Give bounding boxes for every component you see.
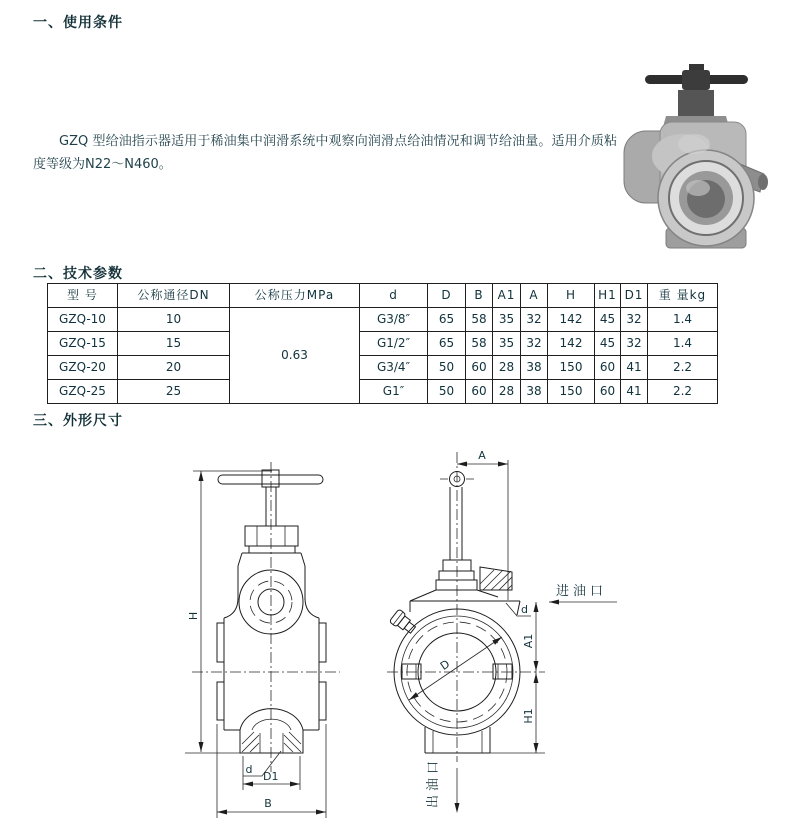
cell-H1: 60 <box>595 380 621 404</box>
cell-D1: 41 <box>621 380 648 404</box>
cell-model: GZQ-25 <box>48 380 118 404</box>
cell-D: 65 <box>428 332 466 356</box>
cell-A: 32 <box>521 332 548 356</box>
cell-pressure: 0.63 <box>230 308 360 404</box>
cell-d: G1″ <box>360 380 428 404</box>
cell-weight: 1.4 <box>648 332 718 356</box>
col-header-A1: A1 <box>493 284 521 308</box>
inlet-label: 进油口 <box>556 584 608 599</box>
cell-B: 60 <box>466 356 493 380</box>
front-view <box>185 462 340 818</box>
cell-A: 38 <box>521 380 548 404</box>
cell-D: 50 <box>428 380 466 404</box>
product-photo <box>616 36 796 252</box>
cell-B: 60 <box>466 380 493 404</box>
outlet-label: 出油口 <box>426 756 441 808</box>
cell-D: 50 <box>428 356 466 380</box>
cell-H1: 45 <box>595 332 621 356</box>
table-row <box>48 356 718 380</box>
cell-dn: 20 <box>118 356 230 380</box>
cell-A1: 35 <box>493 332 521 356</box>
cell-model: GZQ-10 <box>48 308 118 332</box>
dim-label-H1: H1 <box>522 708 535 724</box>
side-view <box>387 449 617 813</box>
section-heading-usage: 一、使用条件 <box>33 15 123 31</box>
cell-D: 65 <box>428 308 466 332</box>
cell-d: G3/4″ <box>360 356 428 380</box>
vent-plug <box>389 609 418 636</box>
dim-label-B: B <box>264 797 272 810</box>
spec-table <box>47 283 718 404</box>
usage-paragraph: GZQ 型给油指示器适用于稀油集中润滑系统中观察向润滑点给油情况和调节给油量。适用介质粘度等级为N22～N460。 <box>33 134 617 172</box>
col-header-dn: 公称通径DN <box>118 284 230 308</box>
valve-photo-illustration <box>624 64 768 248</box>
cell-A1: 35 <box>493 308 521 332</box>
dimension-drawing <box>130 440 660 833</box>
dim-label-D: D <box>437 657 453 673</box>
col-header-model: 型 号 <box>48 284 118 308</box>
cell-B: 58 <box>466 308 493 332</box>
cell-H: 142 <box>548 308 595 332</box>
cell-model: GZQ-20 <box>48 356 118 380</box>
section-heading-dimensions: 三、外形尺寸 <box>33 413 123 429</box>
cell-A1: 28 <box>493 356 521 380</box>
section-heading-params: 二、技术参数 <box>33 266 123 282</box>
dim-label-d-side: d <box>521 603 528 616</box>
cell-weight: 2.2 <box>648 380 718 404</box>
dim-label-A: A <box>478 449 486 462</box>
col-header-pressure: 公称压力MPa <box>230 284 360 308</box>
cell-H1: 45 <box>595 308 621 332</box>
cell-D1: 41 <box>621 356 648 380</box>
col-header-d: d <box>360 284 428 308</box>
cell-weight: 1.4 <box>648 308 718 332</box>
col-header-D: D <box>428 284 466 308</box>
cell-model: GZQ-15 <box>48 332 118 356</box>
col-header-A: A <box>521 284 548 308</box>
dim-label-A1: A1 <box>522 633 535 649</box>
cell-weight: 2.2 <box>648 356 718 380</box>
dim-label-D1: D1 <box>263 770 279 783</box>
cell-dn: 25 <box>118 380 230 404</box>
cell-d: G3/8″ <box>360 308 428 332</box>
cell-D1: 32 <box>621 308 648 332</box>
cell-A1: 28 <box>493 380 521 404</box>
cell-B: 58 <box>466 332 493 356</box>
table-row <box>48 332 718 356</box>
cell-H1: 60 <box>595 356 621 380</box>
col-header-H1: H1 <box>595 284 621 308</box>
col-header-D1: D1 <box>621 284 648 308</box>
cell-D1: 32 <box>621 332 648 356</box>
dim-label-H: H <box>187 611 200 621</box>
col-header-H: H <box>548 284 595 308</box>
table-row <box>48 308 718 332</box>
cell-A: 38 <box>521 356 548 380</box>
spec-table-header-row <box>48 284 718 308</box>
dim-label-d-front: d <box>245 763 253 776</box>
table-row <box>48 380 718 404</box>
col-header-weight: 重 量kg <box>648 284 718 308</box>
cell-d: G1/2″ <box>360 332 428 356</box>
cell-H: 150 <box>548 356 595 380</box>
cell-H: 142 <box>548 332 595 356</box>
cell-dn: 10 <box>118 308 230 332</box>
cell-A: 32 <box>521 308 548 332</box>
col-header-B: B <box>466 284 493 308</box>
cell-H: 150 <box>548 380 595 404</box>
cell-dn: 15 <box>118 332 230 356</box>
